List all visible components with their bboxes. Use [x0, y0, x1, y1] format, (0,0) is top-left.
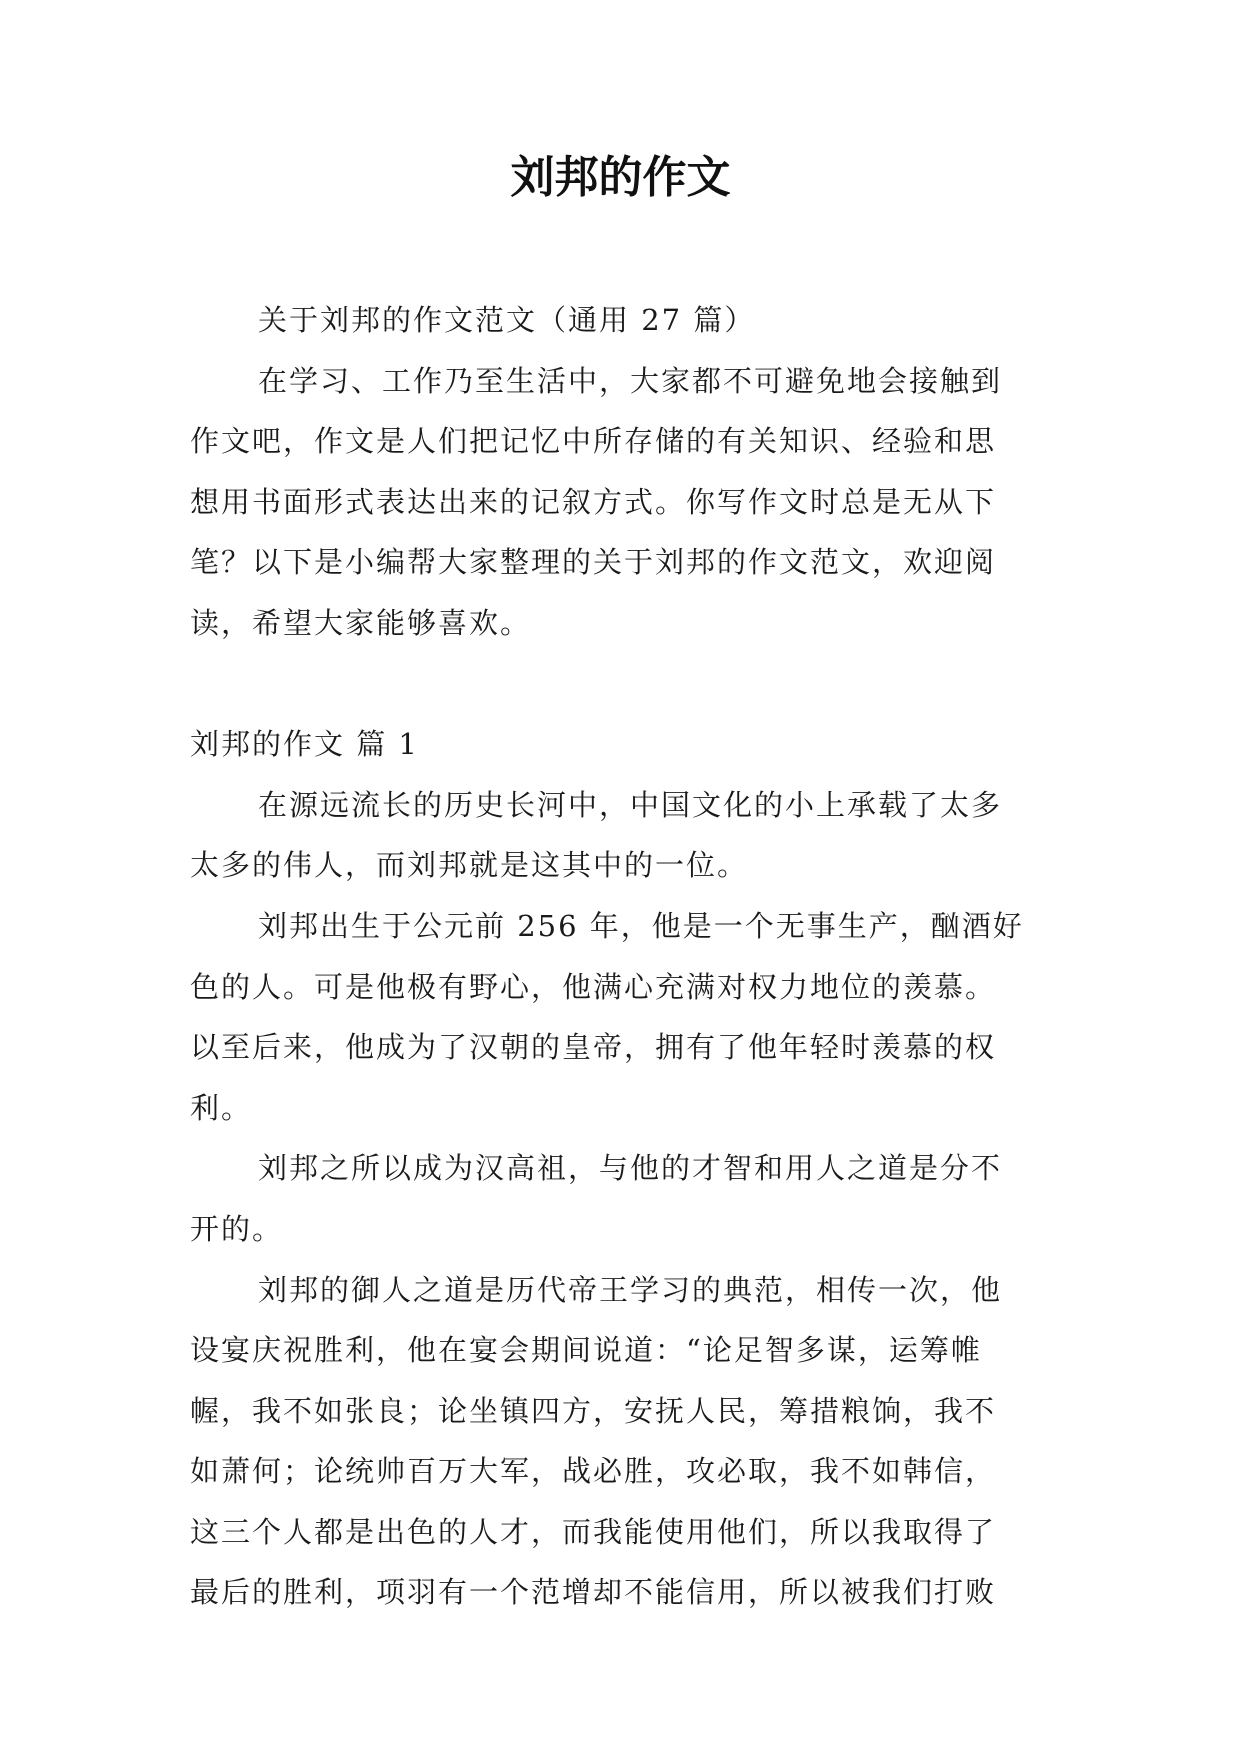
paragraph-line: 最后的胜利，项羽有一个范增却不能信用，所以被我们打败: [190, 1575, 997, 1610]
paragraph-line: 刘邦之所以成为汉高祖，与他的才智和用人之道是分不: [258, 1151, 1003, 1186]
paragraph-line: 色的人。可是他极有野心，他满心充满对权力地位的羡慕。: [190, 969, 997, 1004]
paragraph-line: 如萧何；论统帅百万大军，战必胜，攻必取，我不如韩信，: [190, 1454, 997, 1489]
intro-line: 读，希望大家能够喜欢。: [190, 605, 532, 640]
document-subtitle: 关于刘邦的作文范文（通用 27 篇）: [258, 303, 756, 337]
paragraph-line: 开的。: [190, 1211, 284, 1246]
intro-line: 想用书面形式表达出来的记叙方式。你写作文时总是无从下: [190, 484, 997, 519]
intro-paragraph: [190, 351, 1050, 654]
paragraph-line: 太多的伟人，而刘邦就是这其中的一位。: [190, 848, 749, 883]
paragraph-line: 设宴庆祝胜利，他在宴会期间说道：“论足智多谋，运筹帷: [190, 1333, 982, 1368]
paragraph-line: 刘邦的御人之道是历代帝王学习的典范，相传一次，他: [258, 1272, 1003, 1307]
essay-paragraph: [190, 1138, 1050, 1259]
essay-paragraph: [190, 775, 1050, 896]
intro-line: 作文吧，作文是人们把记忆中所存储的有关知识、经验和思: [190, 424, 997, 459]
intro-line: 在学习、工作乃至生活中，大家都不可避免地会接触到: [258, 363, 1003, 398]
paragraph-line: 利。: [190, 1090, 253, 1125]
paragraph-line: 这三个人都是出色的人才，而我能使用他们，所以我取得了: [190, 1514, 997, 1549]
paragraph-line: 以至后来，他成为了汉朝的皇帝，拥有了他年轻时羡慕的权: [190, 1030, 997, 1065]
paragraph-line: 幄，我不如张良；论坐镇四方，安抚人民，筹措粮饷，我不: [190, 1393, 997, 1428]
essay-paragraph: [190, 1260, 1050, 1624]
paragraph-line: 在源远流长的历史长河中，中国文化的小上承载了太多: [258, 787, 1003, 822]
document-title: 刘邦的作文: [510, 152, 731, 203]
document-body: [190, 290, 1050, 1623]
essay-paragraph: [190, 896, 1050, 1138]
intro-line: 笔？以下是小编帮大家整理的关于刘邦的作文范文，欢迎阅: [190, 545, 997, 580]
section-heading: 刘邦的作文 篇 1: [190, 727, 419, 762]
section-spacer: [190, 654, 1050, 715]
paragraph-line: 刘邦出生于公元前 256 年，他是一个无事生产，酗酒好: [258, 908, 1024, 943]
